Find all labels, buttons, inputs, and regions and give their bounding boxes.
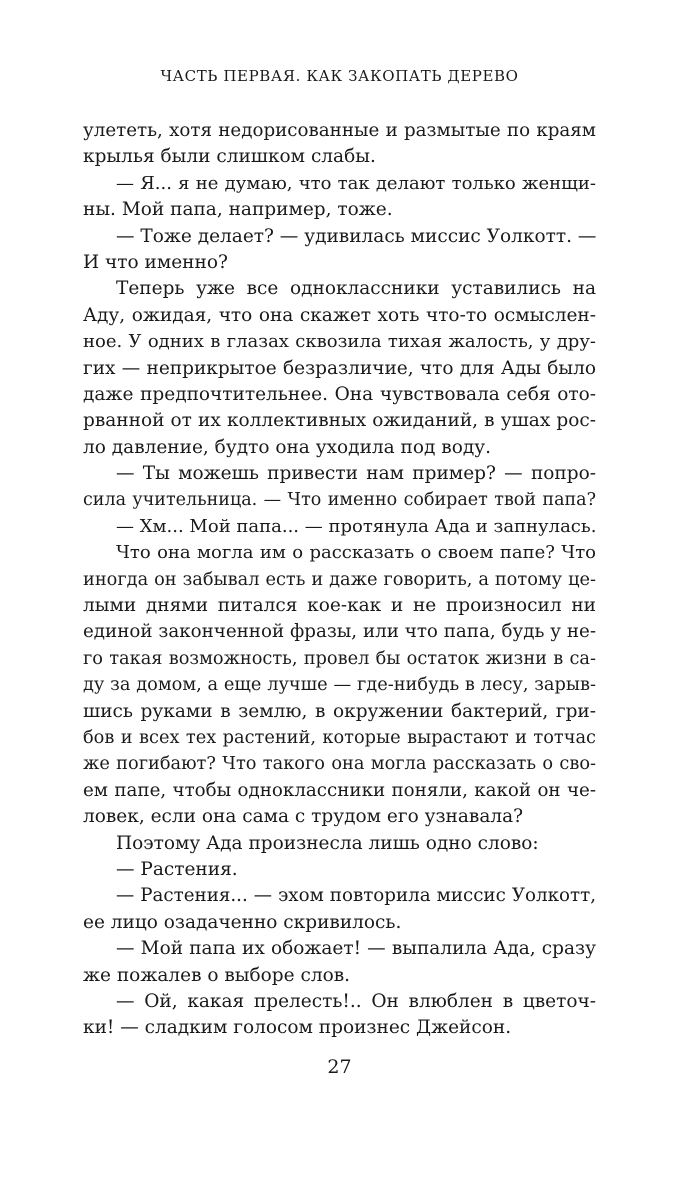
text-line: Что она могла им о рассказать о своем папе? Что — [116, 542, 596, 564]
text-line: Теперь уже все одноклассники уставились на — [116, 278, 596, 300]
text-line: улететь, хотя недорисованные и размытые по краям — [83, 120, 596, 141]
text-line: лыми днями питался кое-как и не произносил ни — [83, 595, 596, 617]
text-line: ло давление, будто она уходила под воду. — [83, 436, 492, 458]
text-line: ду за домом, а еще лучше — где-нибудь в лесу, зарыв- — [83, 675, 596, 696]
text-line: — Растения... — эхом повторила миссис Уолкотт, — [116, 885, 596, 907]
text-line: — Тоже делает? — удивилась миссис Уолкотт. — — [116, 225, 597, 247]
text-line: ем папе, чтобы одноклассники поняли, какой он че- — [83, 779, 596, 801]
text-line: даже предпочтительнее. Она чувствовала себя ото- — [83, 383, 596, 405]
text-line: Поэтому Ада произнесла лишь одно слово: — [116, 832, 539, 854]
text-line: рванной от их коллективных ожиданий, в ушах рос- — [83, 410, 596, 432]
text-line: — Ой, какая прелесть!.. Он влюблен в цветоч- — [116, 990, 596, 1012]
text-line: — Растения. — [116, 858, 238, 880]
text-line: ное. У одних в глазах сквозила тихая жалость, у дру- — [83, 331, 596, 353]
text-line: — Хм... Мой папа... — протянула Ада и запнулась. — [116, 515, 597, 537]
text-line: — Я... я не думаю, что так делают только женщи- — [116, 172, 596, 194]
body-text — [83, 118, 596, 1042]
text-line: сила учительница. — Что именно собирает твой папа? — [83, 490, 596, 511]
text-line: — Мой папа их обожает! — выпалила Ада, сразу — [116, 938, 596, 960]
text-line: бов и всех тех растений, которые вырастают и тотчас — [83, 727, 596, 748]
text-line: же пожалев о выборе слов. — [83, 964, 351, 986]
page-number: 27 — [327, 1056, 352, 1078]
text-line: го такая возможность, провел бы остаток жизни в са- — [83, 648, 596, 669]
text-line: иногда он забывал есть и даже говорить, а потому це- — [83, 569, 596, 590]
running-head: ЧАСТЬ ПЕРВАЯ. КАК ЗАКОПАТЬ ДЕРЕВО — [160, 67, 519, 85]
text-line: же погибают? Что такого она могла рассказать о сво- — [83, 754, 596, 775]
text-line: ки! — сладким голосом произнес Джейсон. — [83, 1017, 512, 1039]
text-line: ее лицо озадаченно скривилось. — [83, 911, 402, 933]
text-line: гих — неприкрытое безразличие, что для Ады было — [83, 357, 596, 379]
text-line: крылья были слишком слабы. — [83, 146, 376, 168]
text-line: ны. Мой папа, например, тоже. — [83, 199, 393, 221]
text-line: шись руками в землю, в окружении бактерий, гри- — [83, 700, 596, 722]
text-line: ловек, если она сама с трудом его узнавала? — [83, 806, 524, 828]
text-line: И что именно? — [83, 251, 228, 273]
text-line: единой законченной фразы, или что папа, будь у не- — [83, 621, 596, 643]
text-line: Аду, ожидая, что она скажет хоть что-то осмыслен- — [83, 304, 596, 326]
text-line: — Ты можешь привести нам пример? — попро- — [116, 463, 596, 485]
